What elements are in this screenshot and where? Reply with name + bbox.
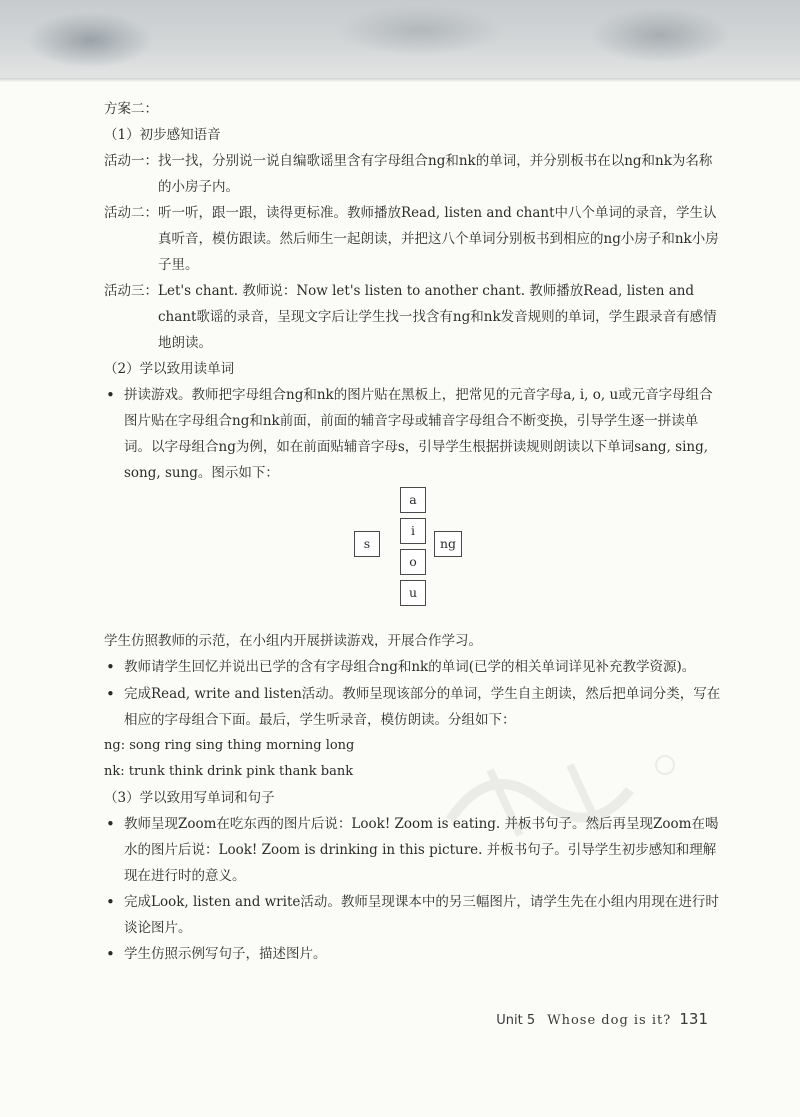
- section-heading-1: （1）初步感知语音: [104, 127, 221, 143]
- page-footer: [496, 1010, 708, 1028]
- bullet-icon: [106, 382, 124, 486]
- activity-label: 活动二：: [104, 205, 158, 221]
- list-item-text: 完成Read, write and listen活动。教师呈现该部分的单词，学生自主朗读，然后把单词分类，写在相应的字母组合下面。最后，学生听录音，模仿朗读。分组如下：: [124, 686, 721, 728]
- list-item: [106, 382, 724, 486]
- plan-title: 方案二：: [104, 101, 158, 117]
- bullet-icon: [106, 811, 124, 889]
- nk-word-list: nk: trunk think drink pink thank bank: [104, 764, 354, 779]
- page-number: 131: [679, 1010, 708, 1028]
- ending-box: ng: [434, 531, 462, 557]
- header-edge: [0, 78, 800, 82]
- list-item-text: 教师请学生回忆并说出已学的含有字母组合ng和nk的单词(已学的相关单词详见补充教学资源)。: [124, 659, 696, 675]
- list-item: [106, 889, 724, 941]
- activity-3: [104, 278, 724, 356]
- unit-label: Unit 5: [496, 1013, 536, 1028]
- section-heading-2: （2）学以致用读单词: [104, 361, 235, 377]
- section-heading-3: （3）学以致用写单词和句子: [104, 790, 275, 806]
- bullet-icon: [106, 941, 124, 968]
- list-item-text: 教师呈现Zoom在吃东西的图片后说：Look! Zoom is eating. 并板书句子。然后再呈现Zoom在喝水的图片后说：Look! Zoom is drinking in this picture. 并板书句子。引导学生初步感知和理解现在进行时的意义。: [124, 816, 719, 884]
- activity-text: Let's chant. 教师说：Now let's listen to another chant. 教师播放Read, listen and chant歌谣的录音，呈现文字后让学生找一找含有ng和nk发音规则的单词，学生跟录音有感情地朗读。: [158, 283, 717, 351]
- bullet-icon: [106, 889, 124, 941]
- activity-2: [104, 200, 724, 278]
- vowel-box-o: o: [400, 549, 426, 575]
- consonant-box: s: [354, 531, 380, 557]
- header-illustration: [0, 0, 800, 78]
- bullet-icon: [106, 654, 124, 681]
- bullet-icon: [106, 681, 124, 733]
- activity-text: 找一找，分别说一说自编歌谣里含有字母组合ng和nk的单词，并分别板书在以ng和nk为名称的小房子内。: [158, 153, 713, 195]
- list-item: [106, 811, 724, 889]
- vowel-box-i: i: [400, 518, 426, 544]
- activity-label: 活动三：: [104, 283, 158, 299]
- ng-word-list: ng: song ring sing thing morning long: [104, 738, 355, 753]
- list-item-text: 拼读游戏。教师把字母组合ng和nk的图片贴在黑板上，把常见的元音字母a, i, o, u或元音字母组合图片贴在字母组合ng和nk前面，前面的辅音字母或辅音字母组合不断变换，引导学生逐一拼读单词。以字母组合ng为例，如在前面贴辅音字母s，引导学生根据拼读规则朗读以下单词sang, sing, song, sung。图示如下：: [124, 387, 713, 481]
- list-item: [106, 654, 724, 681]
- vowel-box-a: a: [400, 487, 426, 513]
- activity-label: 活动一：: [104, 153, 158, 169]
- list-item: [106, 941, 724, 968]
- list-item: [106, 681, 724, 733]
- phonics-diagram: [104, 488, 724, 624]
- paragraph: 学生仿照教师的示范，在小组内开展拼读游戏，开展合作学习。: [104, 633, 482, 649]
- activity-text: 听一听，跟一跟，读得更标准。教师播放Read, listen and chant中八个单词的录音，学生认真听音，模仿跟读。然后师生一起朗读，并把这八个单词分别板书到相应的ng小房子和nk小房子里。: [158, 205, 719, 273]
- unit-title: Whose dog is it?: [547, 1013, 672, 1028]
- vowel-box-u: u: [400, 580, 426, 606]
- activity-1: [104, 148, 724, 200]
- list-item-text: 学生仿照示例写句子，描述图片。: [124, 946, 327, 962]
- list-item-text: 完成Look, listen and write活动。教师呈现课本中的另三幅图片，请学生先在小组内用现在进行时谈论图片。: [124, 894, 719, 936]
- page-body: [104, 96, 724, 968]
